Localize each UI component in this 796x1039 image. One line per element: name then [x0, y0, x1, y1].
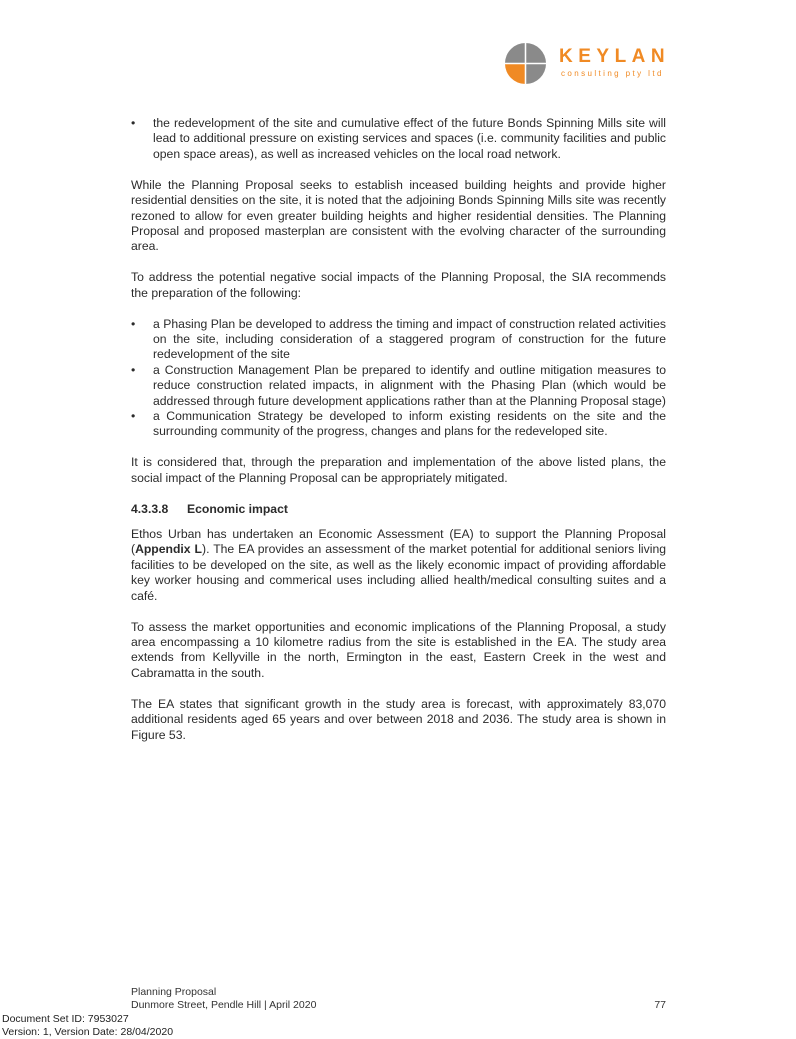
- footer-title: Planning Proposal: [131, 986, 217, 998]
- document-version: Version: 1, Version Date: 28/04/2020: [2, 1026, 174, 1038]
- bullet-icon: •: [131, 362, 136, 377]
- document-metadata: [2, 1013, 173, 1039]
- bullet-icon: •: [131, 316, 136, 331]
- paragraph-growth-forecast: The EA states that significant growth in the study area is forecast, with approximately 83,070 additional residents aged 65 years and over between 2018 and 2036. The study area is shown in Figure 53.: [131, 696, 666, 742]
- list-item-text: a Phasing Plan be developed to address the timing and impact of construction related activities on the site, including consideration of a staggered program of construction for the future redevelopment of the site: [153, 316, 666, 362]
- list-item-text: the redevelopment of the site and cumulative effect of the future Bonds Spinning Mills site will lead to additional pressure on existing services and spaces (i.e. community facilities and public open space areas), as well as increased vehicles on the local road network.: [153, 116, 666, 161]
- paragraph-economic-assessment: [131, 527, 666, 604]
- section-number: 4.3.3.8: [131, 501, 169, 516]
- list-item: [131, 116, 666, 162]
- bullet-icon: •: [131, 116, 136, 130]
- paragraph-study-area: To assess the market opportunities and economic implications of the Planning Proposal, a study area encompassing a 10 kilometre radius from the site is established in the EA. The study area extends from Kellyville in the north, Ermington in the east, Eastern Creek in the west and Cabramatta in the south.: [131, 619, 666, 680]
- footer-subtitle: Dunmore Street, Pendle Hill | April 2020: [131, 999, 317, 1011]
- list-item: [131, 363, 666, 409]
- list-item-text: a Communication Strategy be developed to inform existing residents on the site and the surrounding community of the progress, changes and plans for the redeveloped site.: [153, 409, 666, 439]
- keylan-logo-icon: [504, 42, 547, 85]
- list-item: [131, 409, 666, 440]
- page-number: 77: [654, 999, 666, 1011]
- section-heading: [131, 502, 666, 517]
- paragraph-text: Ethos Urban has undertaken an Economic Assessment (EA) to support the Planning Proposal (: [131, 527, 666, 557]
- list-item-text: a Construction Management Plan be prepared to identify and outline mitigation measures to reduce construction related impacts, in alignment with the Phasing Plan (which would be addressed through future development applications rather than at the Planning Proposal stage): [153, 362, 666, 408]
- top-bullet-list: [131, 116, 666, 162]
- logo-name: KEYLAN: [559, 46, 671, 67]
- list-item: [131, 317, 666, 363]
- section-title: Economic impact: [187, 501, 288, 516]
- paragraph-mitigation: It is considered that, through the preparation and implementation of the above listed plans, the social impact of the Planning Proposal can be appropriately mitigated.: [131, 455, 666, 485]
- page-footer: [131, 986, 666, 1012]
- recommendations-list: [131, 317, 666, 440]
- bullet-icon: •: [131, 409, 136, 423]
- paragraph-recommendations-intro: To address the potential negative social impacts of the Planning Proposal, the SIA recommends the preparation of the following:: [131, 270, 666, 300]
- document-set-id: Document Set ID: 7953027: [2, 1013, 129, 1025]
- page-body: [131, 116, 666, 758]
- paragraph-text: ). The EA provides an assessment of the market potential for additional seniors living facilities to be developed on the site, as well as the likely economic impact of providing affordable key worker housing and commerical uses including allied health/medical consulting suites and a café.: [131, 542, 667, 603]
- appendix-reference: Appendix L: [135, 542, 203, 557]
- paragraph-context: While the Planning Proposal seeks to establish inceased building heights and provide higher residential densities on the site, it is noted that the adjoining Bonds Spinning Mills site was recently rezoned to allow for even greater building heights and higher residential densities. The Planning Proposal and proposed masterplan are consistent with the evolving character of the surrounding area.: [131, 177, 666, 254]
- keylan-logo: [504, 42, 674, 84]
- logo-tagline: consulting pty ltd: [561, 69, 664, 78]
